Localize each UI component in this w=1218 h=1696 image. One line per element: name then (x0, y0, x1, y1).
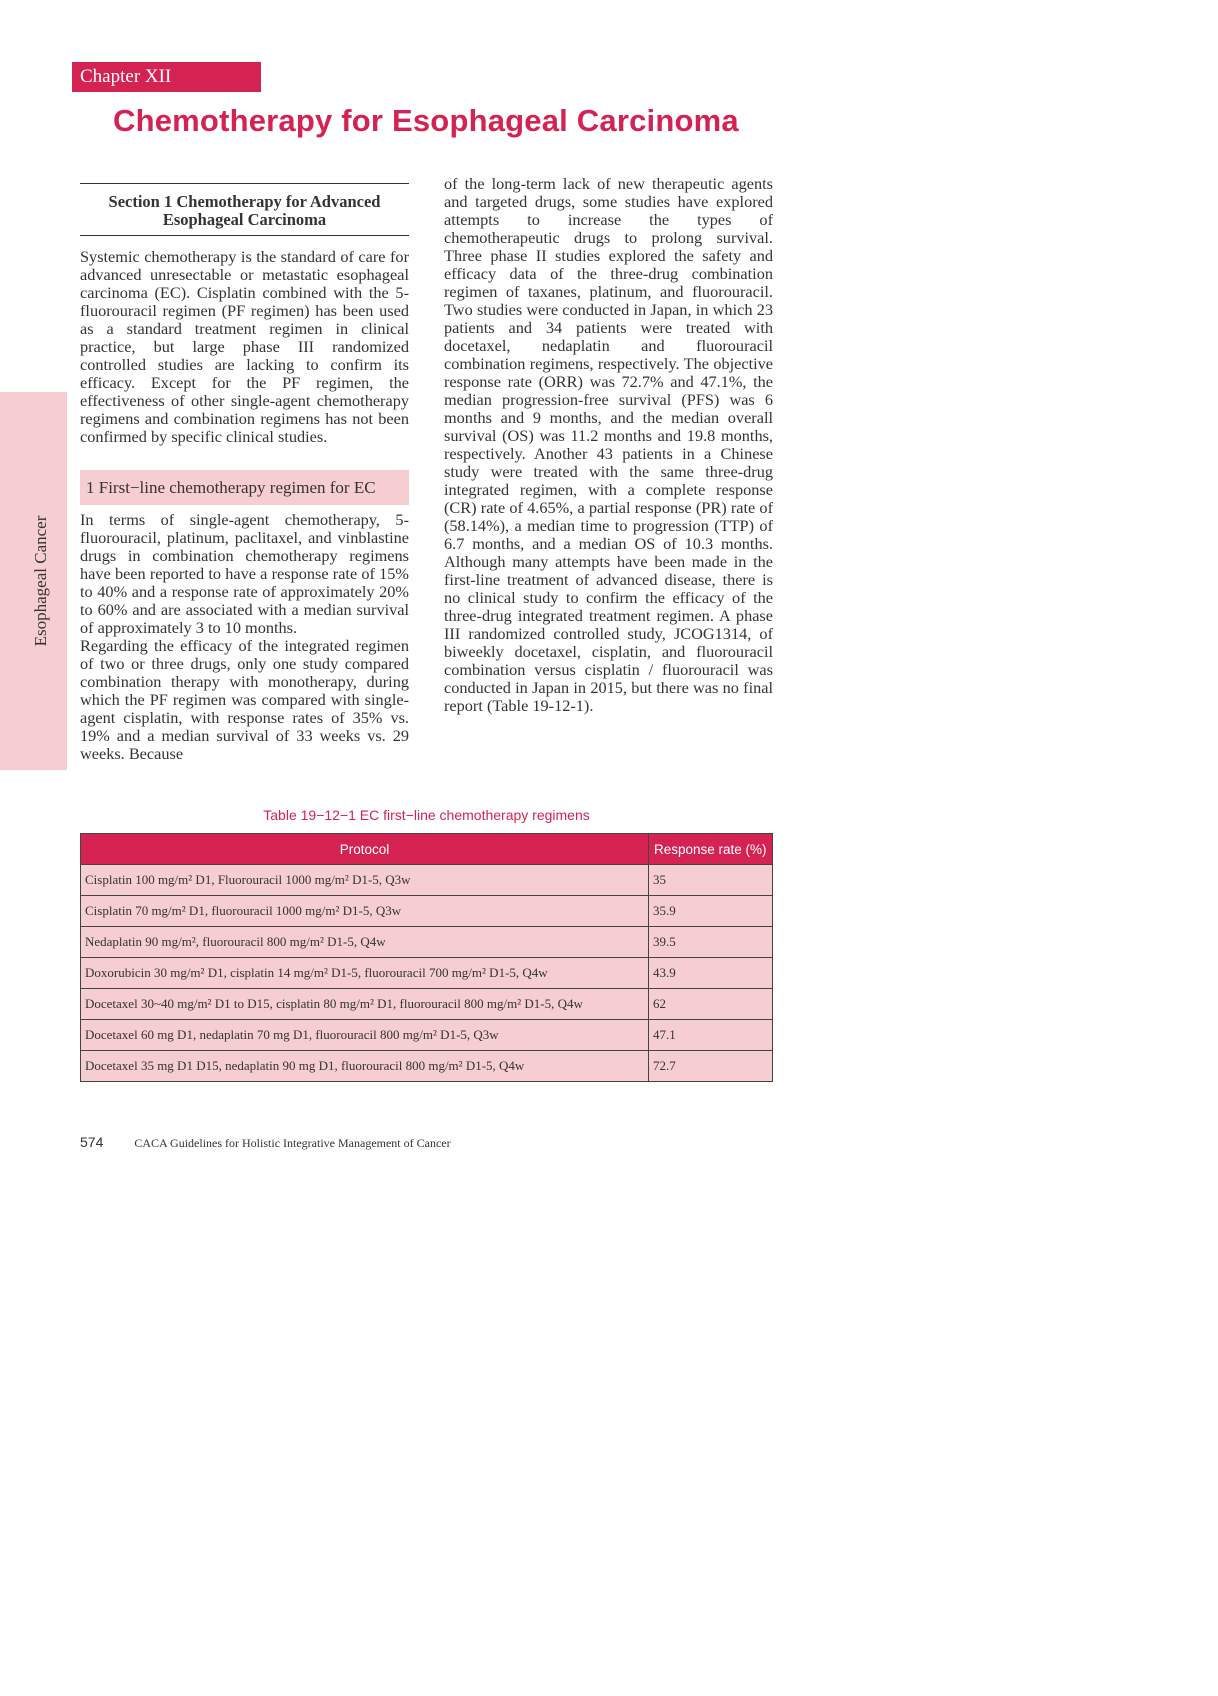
protocol-cell: Doxorubicin 30 mg/m² D1, cisplatin 14 mg/m² D1-5, fluorouracil 700 mg/m² D1-5, Q4w (81, 958, 649, 989)
right-column (444, 175, 773, 715)
table-caption: Table 19−12−1 EC first−line chemotherapy regimens (263, 807, 590, 823)
response-rate-cell: 39.5 (649, 927, 773, 958)
response-rate-cell: 35.9 (649, 896, 773, 927)
response-rate-cell: 43.9 (649, 958, 773, 989)
table-row (81, 958, 773, 989)
table-row (81, 865, 773, 896)
protocol-cell: Docetaxel 35 mg D1 D15, nedaplatin 90 mg D1, fluorouracil 800 mg/m² D1-5, Q4w (81, 1051, 649, 1082)
protocol-cell: Cisplatin 100 mg/m² D1, Fluorouracil 1000 mg/m² D1-5, Q3w (81, 865, 649, 896)
table-header-row (81, 834, 773, 865)
table-body (81, 865, 773, 1082)
column-header-protocol: Protocol (81, 834, 649, 865)
protocol-cell: Cisplatin 70 mg/m² D1, fluorouracil 1000 mg/m² D1-5, Q3w (81, 896, 649, 927)
page-footer (80, 1134, 451, 1151)
intro-paragraph: Systemic chemotherapy is the standard of care for advanced unresectable or metastatic esophageal carcinoma (EC). Cisplatin combined with the 5-fluorouracil regimen (PF regimen) has been used as a standard treatment regimen in clinical practice, but large phase III randomized controlled studies are lacking to confirm its efficacy. Except for the PF regimen, the effectiveness of other single-agent chemotherapy regimens and combination regimens has not been confirmed by specific clinical studies. (80, 247, 409, 446)
response-rate-cell: 72.7 (649, 1051, 773, 1082)
page-number: 574 (80, 1134, 104, 1150)
regimens-table (80, 833, 773, 1082)
response-rate-cell: 35 (649, 865, 773, 896)
left-column (80, 183, 409, 763)
response-rate-cell: 62 (649, 989, 773, 1020)
page-title: Chemotherapy for Esophageal Carcinoma (113, 103, 739, 138)
book-title: CACA Guidelines for Holistic Integrative Management of Cancer (134, 1136, 451, 1150)
column-header-response-rate: Response rate (%) (649, 834, 773, 865)
protocol-cell: Docetaxel 30~40 mg/m² D1 to D15, cisplatin 80 mg/m² D1, fluorouracil 800 mg/m² D1-5, Q4w (81, 989, 649, 1020)
table-row (81, 927, 773, 958)
table-row (81, 1020, 773, 1051)
subsection-heading: 1 First−line chemotherapy regimen for EC (80, 470, 409, 505)
chapter-label: Chapter XII (72, 62, 261, 92)
protocol-cell: Docetaxel 60 mg D1, nedaplatin 70 mg D1, fluorouracil 800 mg/m² D1-5, Q3w (81, 1020, 649, 1051)
paragraph-single-agent: In terms of single-agent chemotherapy, 5-fluorouracil, platinum, paclitaxel, and vinblastine drugs in combination chemotherapy regimens have been reported to have a response rate of 15% to 40% and a response rate of approximately 20% to 60% and are associated with a median survival of approximately 3 to 10 months. (80, 510, 409, 637)
table-row (81, 989, 773, 1020)
paragraph-integrated-regimen: Regarding the efficacy of the integrated regimen of two or three drugs, only one study compared combination therapy with monotherapy, during which the PF regimen was compared with single-agent cisplatin, with response rates of 35% vs. 19% and a median survival of 33 weeks vs. 29 weeks. Because (80, 636, 409, 763)
response-rate-cell: 47.1 (649, 1020, 773, 1051)
paragraph-three-drug: of the long-term lack of new therapeutic agents and targeted drugs, some studies have explored attempts to increase the types of chemotherapeutic drugs to prolong survival. Three phase II studies explored the safety and efficacy data of the three-drug combination regimen of taxanes, platinum, and fluorouracil. Two studies were conducted in Japan, in which 23 patients and 34 patients were treated with docetaxel, nedaplatin and fluorouracil combination regimens, respectively. The objective response rate (ORR) was 72.7% and 47.1%, the median progression-free survival (PFS) was 6 months and 9 months, and the median overall survival (OS) was 11.2 months and 19.8 months, respectively. Another 43 patients in a Chinese study were treated with the same three-drug integrated regimen, with a complete response (CR) rate of 4.65%, a partial response (PR) rate of (58.14%), a median time to progression (TTP) of 6.7 months, and a median OS of 10.3 months. Although many attempts have been made in the first-line treatment of advanced disease, there is no clinical study to confirm the efficacy of the three-drug integrated treatment regimen. A phase III randomized controlled study, JCOG1314, of biweekly docetaxel, cisplatin, and fluorouracil combination versus cisplatin / fluorouracil was conducted in Japan in 2015, but there was no final report (Table 19-12-1). (444, 174, 773, 715)
protocol-cell: Nedaplatin 90 mg/m², fluorouracil 800 mg/m² D1-5, Q4w (81, 927, 649, 958)
table-row (81, 896, 773, 927)
side-tab-label: Esophageal Cancer (31, 515, 50, 647)
section-heading: Section 1 Chemotherapy for Advanced Esophageal Carcinoma (80, 183, 409, 236)
table-row (81, 1051, 773, 1082)
